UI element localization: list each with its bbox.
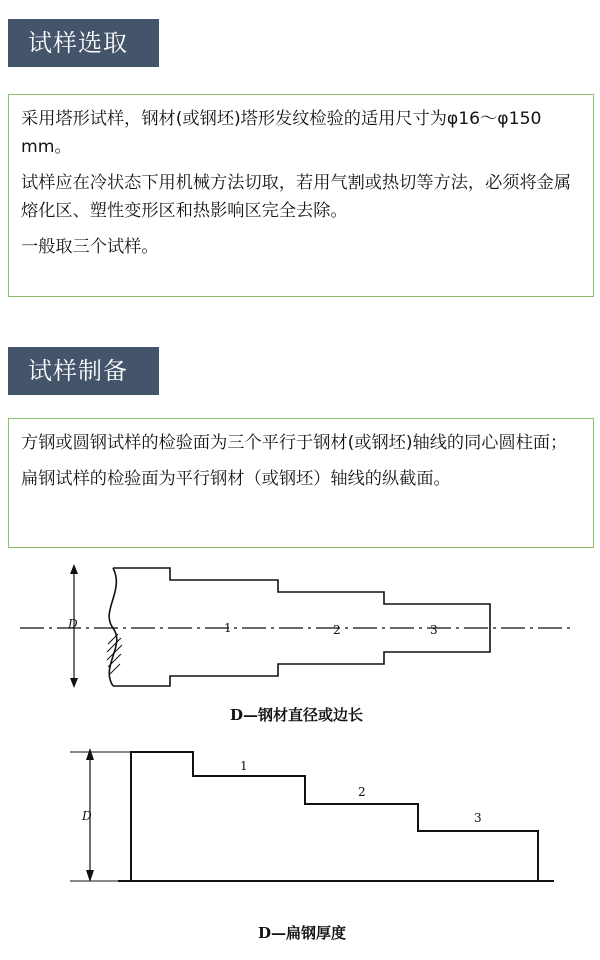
step-label-1: 1 bbox=[224, 621, 232, 635]
paragraph-sample-count: 一般取三个试样。 bbox=[21, 237, 159, 257]
step-label-2: 2 bbox=[358, 785, 366, 799]
arrow-down-icon bbox=[70, 678, 78, 688]
step-label-1: 1 bbox=[240, 759, 248, 773]
figure-round-steel-tower-sample bbox=[0, 556, 600, 736]
section-title-sample-preparation: 试样制备 bbox=[8, 347, 159, 395]
arrow-down-icon bbox=[86, 870, 94, 882]
paragraph-cutting-method: 试样应在冷状态下用机械方法切取，若用气割或热切等方法，必须将金属熔化区、塑性变形区和热影响区完全去除。 bbox=[21, 173, 572, 221]
d-label: D bbox=[68, 617, 78, 631]
step-label-3: 3 bbox=[474, 811, 482, 825]
section-title-sample-selection: 试样选取 bbox=[8, 19, 159, 67]
paragraph-size-range: 采用塔形试样，钢材(或钢坯)塔形发纹检验的适用尺寸为φ16～φ150 mm。 bbox=[21, 109, 542, 157]
arrow-up-icon bbox=[86, 748, 94, 760]
sample-selection-content bbox=[8, 94, 594, 297]
step-label-3: 3 bbox=[430, 623, 438, 637]
d-label: D bbox=[82, 809, 92, 823]
flat-steel-diagram bbox=[0, 740, 600, 955]
round-steel-diagram bbox=[0, 556, 600, 736]
paragraph-round-square-steel: 方钢或圆钢试样的检验面为三个平行于钢材(或钢坯)轴线的同心圆柱面； bbox=[21, 433, 568, 453]
sample-preparation-content bbox=[8, 418, 594, 548]
step-label-2: 2 bbox=[333, 623, 341, 637]
figure1-caption: D—钢材直径或边长 bbox=[230, 706, 364, 724]
arrow-up-icon bbox=[70, 564, 78, 574]
figure2-caption: D—扁钢厚度 bbox=[258, 924, 347, 942]
figure-flat-steel-tower-sample bbox=[0, 740, 600, 955]
paragraph-flat-steel: 扁钢试样的检验面为平行钢材（或钢坯）轴线的纵截面。 bbox=[21, 469, 451, 489]
